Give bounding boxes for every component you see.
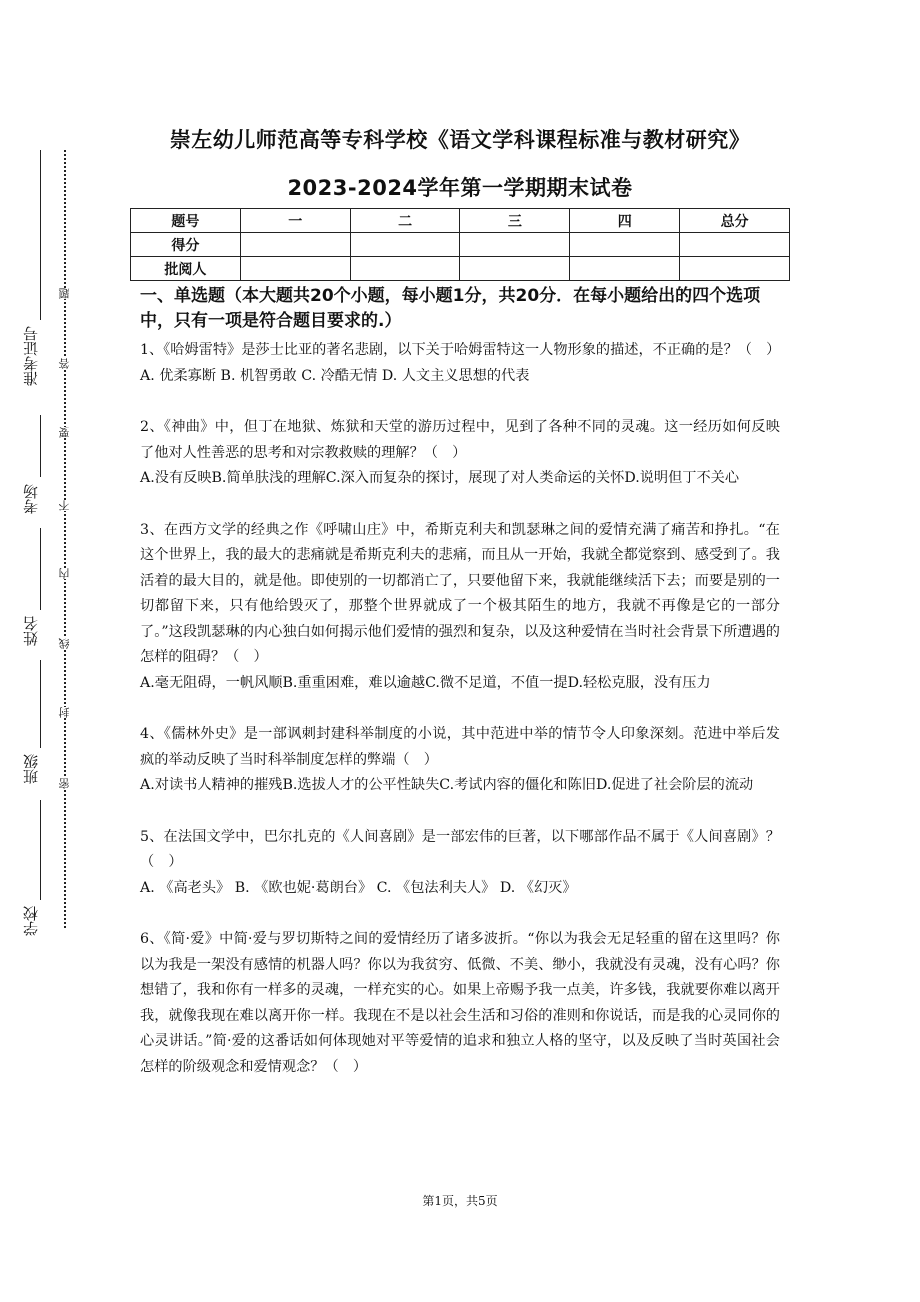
score-row (131, 233, 790, 257)
name-label: 姓名 (22, 616, 40, 646)
question-options: A.毫无阻碍，一帆风顺B.重重困难，难以逾越C.微不足道，不值一提D.轻松克服，没有压力 (140, 674, 711, 691)
grader-cell[interactable] (460, 257, 570, 281)
exam-title: 崇左幼儿师范高等专科学校《语文学科课程标准与教材研究》 (169, 128, 751, 152)
row-label-cell: 得分 (131, 233, 241, 257)
table-header-cell: 一 (240, 209, 350, 233)
question-options: A. 《高老头》 B. 《欧也妮·葛朗台》 C. 《包法利夫人》 D. 《幻灭》 (140, 879, 577, 896)
row-label-cell: 批阅人 (131, 257, 241, 281)
class-line (40, 660, 41, 748)
section-title: 一、单选题（本大题共20个小题，每小题1分，共20分．在每小题给出的四个选项中，只有一项是符合题目要求的.） (140, 286, 761, 331)
seal-char: 线 (58, 638, 71, 649)
exam-number-line (40, 150, 41, 320)
question-4 (140, 722, 780, 799)
grader-cell[interactable] (570, 257, 680, 281)
school-line (40, 800, 41, 900)
name-line (40, 528, 41, 610)
grader-cell[interactable] (240, 257, 350, 281)
class-label: 班级 (22, 754, 40, 784)
exam-number-label: 准考证号 (22, 326, 40, 386)
exam-subtitle: 2023-2024学年第一学期期末试卷 (287, 176, 633, 200)
question-options: A.没有反映B.简单肤浅的理解C.深入而复杂的探讨，展现了对人类命运的关怀D.说明但丁不关心 (140, 470, 740, 486)
grader-cell[interactable] (350, 257, 460, 281)
table-header-cell: 三 (460, 209, 570, 233)
seal-char: 答 (58, 358, 71, 369)
question-stem: 5、在法国文学中，巴尔扎克的《人间喜剧》是一部宏伟的巨著，以下哪部作品不属于《人间喜剧》？（ ） (140, 828, 780, 870)
seal-char: 题 (58, 288, 71, 299)
question-stem: 2、《神曲》中，但丁在地狱、炼狱和天堂的游历过程中，见到了各种不同的灵魂。这一经历如何反映了他对人性善恶的思考和对宗教救赎的理解？（ ） (140, 419, 780, 461)
score-cell[interactable] (240, 233, 350, 257)
seal-char: 封 (58, 707, 71, 718)
exam-content (140, 284, 780, 1080)
table-header-cell: 二 (350, 209, 460, 233)
binding-margin (0, 0, 90, 1302)
question-options: A. 优柔寡断 B. 机智勇敢 C. 冷酷无情 D. 人文主义思想的代表 (140, 367, 530, 384)
school-label: 学校 (22, 906, 40, 936)
seal-char: 不 (58, 500, 71, 511)
score-cell[interactable] (460, 233, 570, 257)
question-stem: 6、《简·爱》中简·爱与罗切斯特之间的爱情经历了诸多波折。“你以为我会无足轻重的留在这里吗？你以为我是一架没有感情的机器人吗？你以为我贫穷、低微、不美、缈小，我就没有灵魂，没有心吗？你想错了，我和你有一样多的灵魂，一样充实的心。如果上帝赐予我一点美，许多钱，我就要你难以离开我，就像我现在难以离开你一样。我现在不是以社会生活和习俗的准则和你说话，而是我的心灵同你的心灵讲话。”简·爱的这番话如何体现她对平等爱情的追求和独立人格的坚守，以及反映了当时英国社会怎样的阶级观念和爱情观念？（ ） (140, 931, 780, 1075)
question-5 (140, 825, 780, 902)
question-stem: 4、《儒林外史》是一部讽刺封建科举制度的小说，其中范进中举的情节令人印象深刻。范进中举后发疯的举动反映了当时科举制度怎样的弊端（ ） (140, 726, 780, 768)
table-header-cell: 四 (570, 209, 680, 233)
table-header-cell: 题号 (131, 209, 241, 233)
grader-cell[interactable] (680, 257, 790, 281)
seal-char: 要 (58, 427, 71, 438)
exam-room-line (40, 415, 41, 477)
seal-char: 内 (58, 568, 71, 579)
score-table-header-row (131, 209, 790, 233)
question-stem: 1、《哈姆雷特》是莎士比亚的著名悲剧，以下关于哈姆雷特这一人物形象的描述，不正确的是？（ ） (140, 342, 781, 358)
table-header-cell: 总分 (680, 209, 790, 233)
question-3 (140, 518, 780, 697)
score-cell[interactable] (350, 233, 460, 257)
score-table (130, 208, 790, 281)
page-footer: 第1页，共5页 (422, 1194, 498, 1208)
exam-room-label: 考场 (22, 484, 40, 514)
score-cell[interactable] (680, 233, 790, 257)
grader-row (131, 257, 790, 281)
seal-char: 密 (58, 778, 71, 789)
question-options: A.对读书人精神的摧残B.选拔人才的公平性缺失C.考试内容的僵化和陈旧D.促进了社会阶层的流动 (140, 777, 754, 793)
question-1 (140, 338, 780, 389)
seal-dotted-line (64, 150, 66, 928)
question-6 (140, 927, 780, 1080)
question-2 (140, 415, 780, 492)
score-cell[interactable] (570, 233, 680, 257)
question-stem: 3、在西方文学的经典之作《呼啸山庄》中，希斯克利夫和凯瑟琳之间的爱情充满了痛苦和挣扎。“在这个世界上，我的最大的悲痛就是希斯克利夫的悲痛，而且从一开始，我就全都觉察到、感受到了。我活着的最大目的，就是他。即使别的一切都消亡了，只要他留下来，我就能继续活下去；而要是别的一切都留下来，只有他给毁灭了，那整个世界就成了一个极其陌生的地方，我就不再像是它的一部分了。”这段凯瑟琳的内心独白如何揭示他们爱情的强烈和复杂，以及这种爱情在当时社会背景下所遭遇的怎样的阻碍？（ ） (140, 521, 780, 665)
